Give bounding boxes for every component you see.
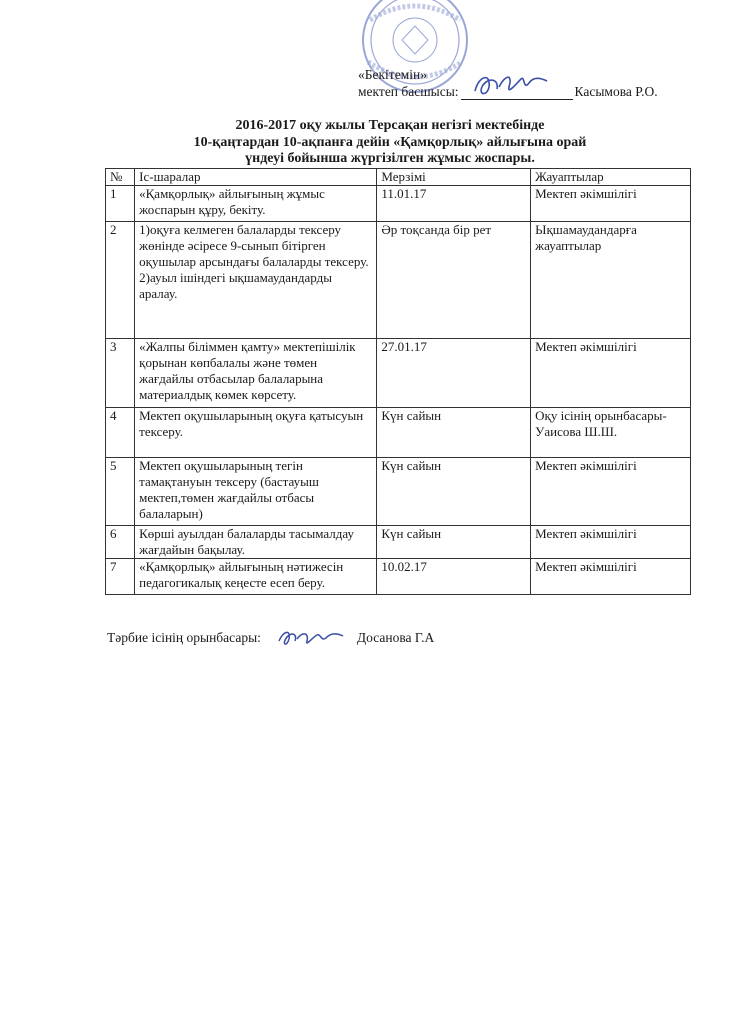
row-deadline: 11.01.17 (377, 186, 531, 222)
row-deadline: Күн сайын (377, 458, 531, 526)
row-activity (135, 526, 377, 559)
activity-text: 2)ауыл ішіндегі ықшамаудандарды аралау. (139, 270, 332, 301)
row-activity (135, 222, 377, 339)
table-row (106, 458, 691, 526)
activity-text: «Жалпы біліммен қамту» мектепішілік қорынан көпбалалы және төмен жағдайлы отбасылар балаларына материалдық көмек көрсету. (139, 339, 356, 402)
head-role: мектеп басшысы: (358, 84, 459, 99)
row-number: 3 (106, 339, 135, 408)
table-row (106, 526, 691, 559)
table-row (106, 186, 691, 222)
head-name: Касымова Р.О. (574, 84, 658, 99)
table-header-row (106, 169, 691, 186)
activity-text: Көрші ауылдан балаларды тасымалдау жағдайын бақылау. (139, 526, 355, 557)
footer-signature-block (107, 627, 434, 651)
deputy-name: Досанова Г.А (356, 630, 435, 646)
signature-line (461, 85, 573, 100)
row-deadline: Күн сайын (377, 526, 531, 559)
deputy-signature (275, 627, 345, 651)
title-line-1: 2016-2017 оқу жылы Терсақан негізгі мектебінде (235, 118, 545, 133)
row-number: 2 (106, 222, 135, 339)
deputy-role: Тәрбие ісінің орынбасары: (107, 630, 261, 646)
table-row (106, 222, 691, 339)
activity-text: Мектеп оқушыларының оқуға қатысуын тексеру. (139, 408, 364, 439)
title-line-3: үндеуі бойынша жүргізілген жұмыс жоспары. (245, 151, 535, 166)
table-row (106, 559, 691, 595)
activity-text: Мектеп оқушыларының тегін тамақтануын тексеру (бастауыш мектеп,төмен жағдайлы отбасы балаларын) (139, 458, 319, 521)
row-activity (135, 408, 377, 458)
activity-text: 1)оқуға келмеген балаларды тексеру жөнінде әсіресе 9-сынып бітірген оқушылар арсындағы балаларды тексеру. (139, 222, 369, 269)
row-responsible: Мектеп әкімшілігі (531, 458, 691, 526)
header-number: № (106, 169, 135, 186)
row-deadline: 27.01.17 (377, 339, 531, 408)
header-deadline: Мерзімі (377, 169, 531, 186)
row-responsible: Мектеп әкімшілігі (531, 559, 691, 595)
row-responsible: Мектеп әкімшілігі (531, 186, 691, 222)
row-activity (135, 458, 377, 526)
title-line-2: 10-қаңтардан 10-ақпанға дейін «Қамқорлық» айлығына орай (193, 134, 587, 150)
table-row (106, 339, 691, 408)
activity-text: «Қамқорлық» айлығының нәтижесін педагогикалық кеңесте есеп беру. (139, 559, 344, 590)
row-responsible: Мектеп әкімшілігі (531, 526, 691, 559)
document-title (100, 118, 680, 168)
row-activity (135, 186, 377, 222)
row-responsible: Ықшамаудандарға жауаптылар (531, 222, 691, 339)
row-deadline: 10.02.17 (377, 559, 531, 595)
work-plan-table (105, 168, 691, 595)
row-number: 6 (106, 526, 135, 559)
approval-block (358, 66, 658, 100)
row-responsible: Мектеп әкімшілігі (531, 339, 691, 408)
row-number: 7 (106, 559, 135, 595)
header-activities: Іс-шаралар (135, 169, 377, 186)
row-deadline: Әр тоқсанда бір рет (377, 222, 531, 339)
approved-label: «Бекітемін» (358, 67, 427, 82)
row-activity (135, 339, 377, 408)
table-row (106, 408, 691, 458)
head-signature (469, 69, 549, 103)
row-deadline: Күн сайын (377, 408, 531, 458)
activity-text: «Қамқорлық» айлығының жұмыс жоспарын құру, бекіту. (139, 186, 325, 217)
header-responsible: Жауаптылар (531, 169, 691, 186)
row-number: 5 (106, 458, 135, 526)
row-responsible: Оқу ісінің орынбасары- Уаисова Ш.Ш. (531, 408, 691, 458)
row-number: 4 (106, 408, 135, 458)
row-activity (135, 559, 377, 595)
row-number: 1 (106, 186, 135, 222)
